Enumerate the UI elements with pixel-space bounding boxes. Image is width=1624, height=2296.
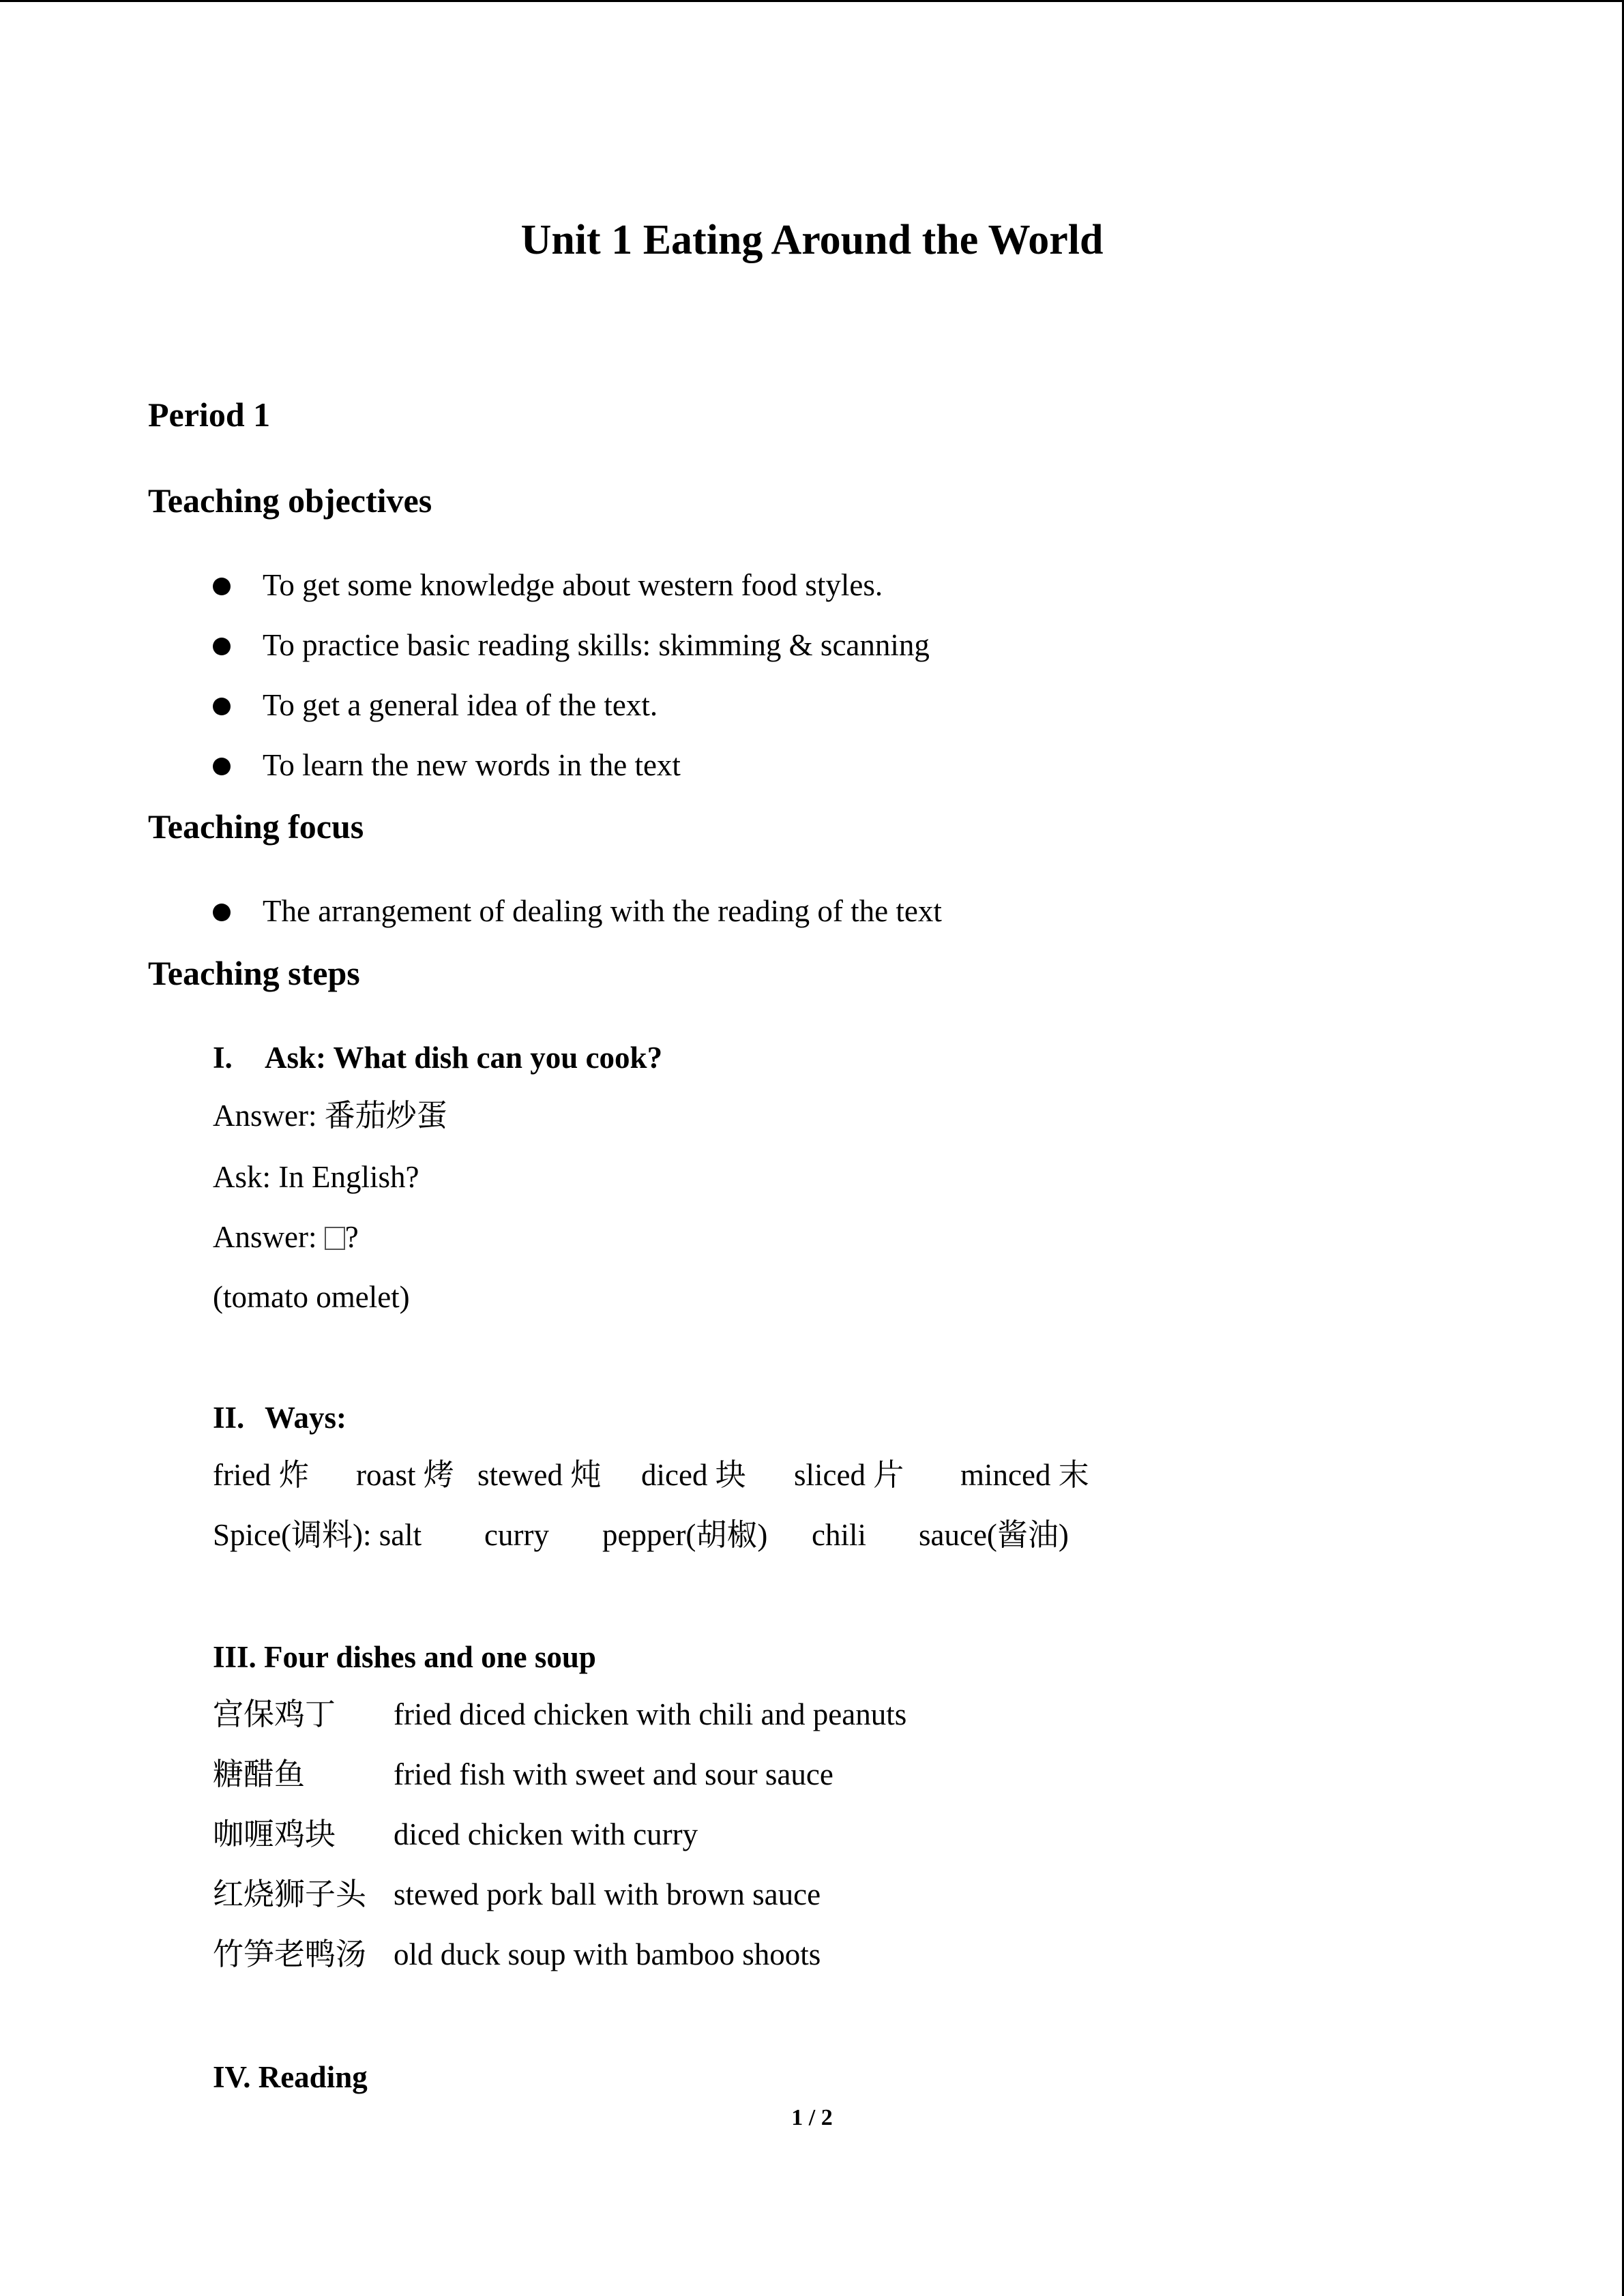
spice-item: Spice(调料): salt xyxy=(213,1518,422,1552)
dish-english-name: stewed pork ball with brown sauce xyxy=(394,1877,821,1911)
bullet-icon xyxy=(213,758,231,775)
dish-chinese-name: 宫保鸡丁 xyxy=(213,1697,336,1731)
dish-english-name: old duck soup with bamboo shoots xyxy=(394,1937,821,1971)
dish-chinese-name: 咖喱鸡块 xyxy=(213,1817,336,1851)
step-1-answer: Answer: 番茄炒蛋 xyxy=(213,1099,447,1133)
dish-english-name: fried diced chicken with chili and peanuts xyxy=(394,1697,907,1731)
way-item: minced 末 xyxy=(960,1458,1089,1492)
dish-chinese-name: 糖醋鱼 xyxy=(213,1757,306,1791)
way-item: sliced 片 xyxy=(794,1458,904,1492)
steps-heading: Teaching steps xyxy=(148,954,360,992)
period-heading: Period 1 xyxy=(148,396,271,434)
dish-chinese-name: 竹笋老鸭汤 xyxy=(213,1937,367,1971)
dish-english-name: diced chicken with curry xyxy=(394,1817,698,1851)
bullet-icon xyxy=(213,698,231,715)
step-3-heading: III. Four dishes and one soup xyxy=(213,1640,596,1674)
step-4-heading: IV. Reading xyxy=(213,2060,368,2094)
step-1-english: (tomato omelet) xyxy=(213,1280,410,1314)
page-number: 1 / 2 xyxy=(791,2105,833,2130)
step-1-ask: Ask: In English? xyxy=(213,1160,419,1194)
bullet-icon xyxy=(213,904,231,921)
dish-chinese-name: 红烧狮子头 xyxy=(213,1877,367,1911)
step-1-heading: I. Ask: What dish can you cook? xyxy=(213,1041,663,1075)
bullet-icon xyxy=(213,638,231,655)
objectives-heading: Teaching objectives xyxy=(148,481,432,520)
page-border-top xyxy=(0,0,1624,2)
spice-item: chili xyxy=(812,1518,866,1552)
spice-item: curry xyxy=(484,1518,549,1552)
focus-heading: Teaching focus xyxy=(148,807,364,846)
way-item: stewed 炖 xyxy=(477,1458,602,1492)
spice-item: sauce(酱油) xyxy=(919,1518,1069,1552)
bullet-icon xyxy=(213,578,231,595)
document-title: Unit 1 Eating Around the World xyxy=(520,217,1104,263)
blank-box-icon xyxy=(325,1227,345,1250)
step-1-answer-2: Answer: ? xyxy=(213,1220,359,1254)
way-item: diced 块 xyxy=(641,1458,746,1492)
way-item: fried 炸 xyxy=(213,1458,310,1492)
dish-english-name: fried fish with sweet and sour sauce xyxy=(394,1757,833,1791)
spice-item: pepper(胡椒) xyxy=(602,1518,768,1552)
step-2-heading: II. Ways: xyxy=(213,1401,347,1435)
way-item: roast 烤 xyxy=(356,1458,454,1492)
